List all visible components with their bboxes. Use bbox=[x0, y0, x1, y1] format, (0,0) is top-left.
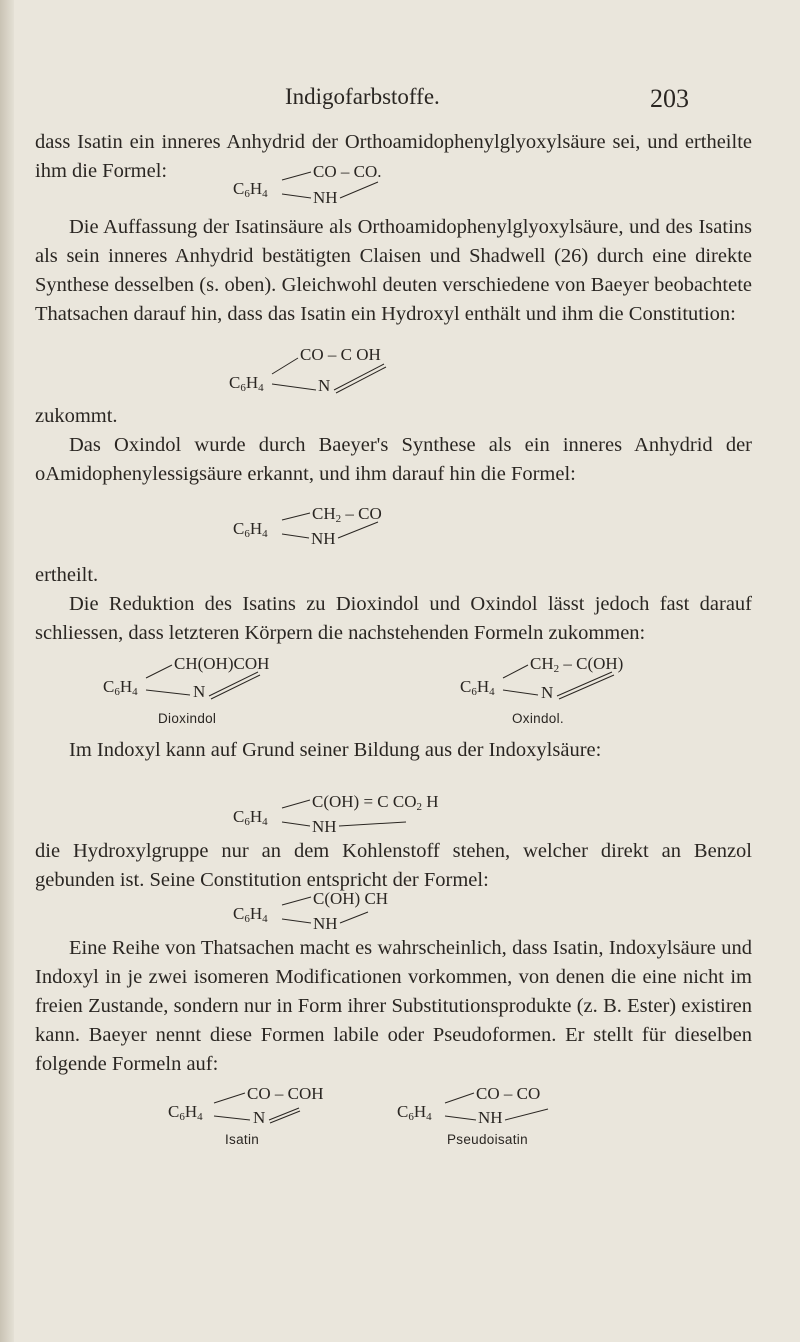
formula-top-group: $CH_2 - C(OH)$ bbox=[530, 654, 624, 675]
running-head: Indigofarbstoffe. bbox=[285, 84, 440, 109]
formula-bottom-group: N bbox=[193, 682, 206, 701]
paragraph-4: Das Oxindol wurde durch Baeyer's Synthese als ein inneres Anhydrid der oAmidophenylessigsäure erkannt, und ihm darauf hin die Formel: bbox=[35, 434, 752, 485]
formula-top-group: CO – C OH bbox=[300, 345, 381, 364]
paragraph-8: die Hydroxylgruppe nur an dem Kohlenstoff stehen, welcher direkt an Benzol gebunden ist. Seine Constitution entspricht der Formel: bbox=[35, 840, 752, 891]
formula-bottom-group: NH bbox=[313, 188, 338, 207]
paragraph-5: ertheilt. bbox=[35, 564, 99, 586]
formula-base: $C_6H_4$ bbox=[103, 677, 138, 698]
paragraph-3: zukommt. bbox=[35, 405, 118, 427]
page-number: 203 bbox=[650, 84, 689, 113]
formula-bottom-group: NH bbox=[311, 529, 336, 548]
formula-top-group: CO – CO. bbox=[313, 162, 382, 181]
formula-bottom-group: N bbox=[253, 1108, 266, 1127]
formula-bottom-group: NH bbox=[478, 1108, 503, 1127]
formula-bottom-group: NH bbox=[313, 914, 338, 933]
formula-bottom-group: NH bbox=[312, 817, 337, 836]
formula-bottom-group: N bbox=[318, 376, 331, 395]
paragraph-9: Eine Reihe von Thatsachen macht es wahrscheinlich, dass Isatin, Indoxylsäure und Indoxyl in je zwei isomeren Modificationen vorkommen, von denen die eine nicht im freien Zustande, sondern nur in Form ihrer Substitutionsprodukte (z. B. Ester) existiren kann. Baeyer nennt diese Formen labile oder Pseudoformen. Er stellt für dieselben folgende Formeln auf: bbox=[35, 937, 752, 1075]
formula-top-group: C(OH) = C $CO_2$ H bbox=[312, 792, 439, 813]
formula-top-group: CO – COH bbox=[247, 1084, 324, 1103]
formula-base: $C_6H_4$ bbox=[233, 179, 268, 200]
formula-caption: Pseudoisatin bbox=[447, 1132, 528, 1147]
formula-caption: Oxindol. bbox=[512, 711, 564, 726]
formula-top-group: C(OH) CH bbox=[313, 889, 389, 908]
formula-base: $C_6H_4$ bbox=[460, 677, 495, 698]
formula-top-group: CH(OH)COH bbox=[174, 654, 270, 673]
formula-bottom-group: N bbox=[541, 683, 554, 702]
formula-base: $C_6H_4$ bbox=[233, 807, 268, 828]
formula-top-group: $CH_2$ – CO bbox=[312, 504, 382, 525]
formula-base: $C_6H_4$ bbox=[397, 1102, 432, 1123]
formula-caption: Dioxindol bbox=[158, 711, 217, 726]
formula-base: $C_6H_4$ bbox=[233, 519, 268, 540]
formula-base: $C_6H_4$ bbox=[229, 373, 264, 394]
formula-caption: Isatin bbox=[225, 1132, 260, 1147]
formula-base: $C_6H_4$ bbox=[168, 1102, 203, 1123]
formula-top-group: CO – CO bbox=[476, 1084, 541, 1103]
paragraph-2: Die Auffassung der Isatinsäure als Orthoamidophenylglyoxylsäure, und des Isatins als sein inneres Anhydrid bestätigten Claisen und Shadwell (26) durch eine direkte Synthese desselben (s. oben). Gleichwohl deuten verschiedene von Baeyer beobachtete Thatsachen darauf hin, dass das Isatin ein Hydroxyl enthält und ihm die Constitution: bbox=[35, 216, 752, 325]
formula-base: $C_6H_4$ bbox=[233, 904, 268, 925]
paragraph-1: dass Isatin ein inneres Anhydrid der Orthoamidophenylglyoxylsäure sei, und ertheilte ihm die Formel: bbox=[35, 131, 752, 182]
paragraph-6: Die Reduktion des Isatins zu Dioxindol und Oxindol lässt jedoch fast darauf schliessen, dass letzteren Körpern die nachstehenden Formeln zukommen: bbox=[35, 593, 752, 644]
paragraph-7: Im Indoxyl kann auf Grund seiner Bildung aus der Indoxylsäure: bbox=[69, 739, 602, 761]
